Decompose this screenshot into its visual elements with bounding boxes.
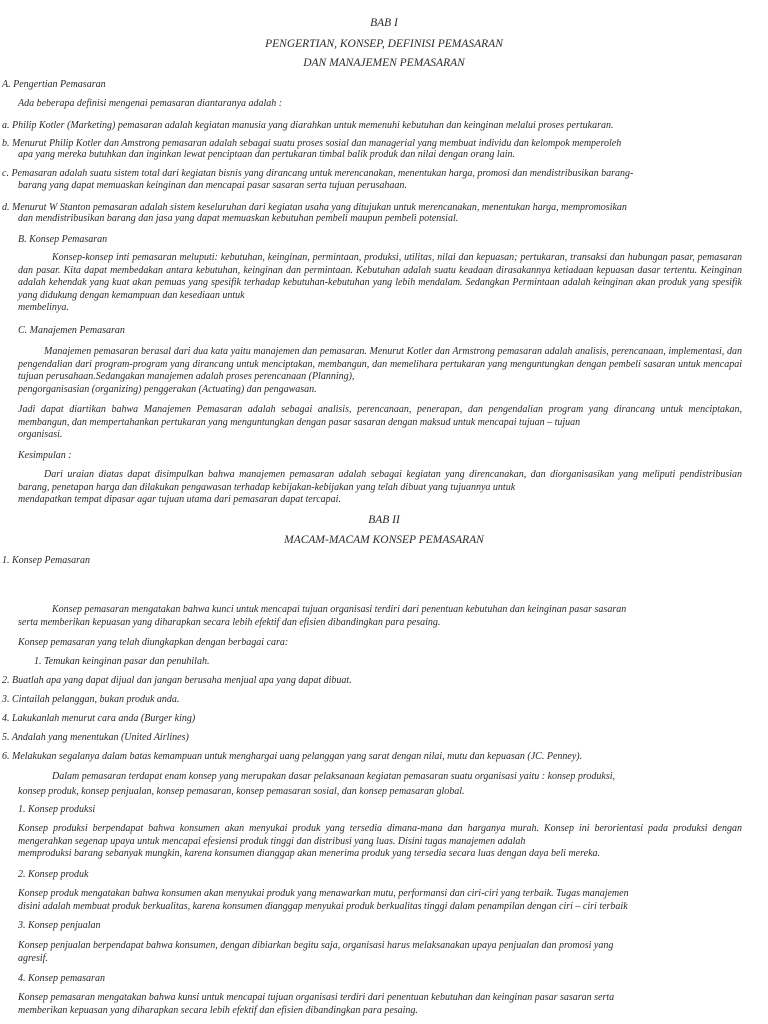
paragraph-end: memberikan kepuasan yang diharapkan secara lebih efektif dan efisien dibandingkan para pesaing. <box>18 1005 418 1016</box>
definition-a: a. Philip Kotler (Marketing) pemasaran adalah kegiatan manusia yang diarahkan untuk memenuhi kebutuhan dan keinginan melalui proses pertukaran. <box>2 120 614 131</box>
paragraph: Konsep produk mengatakan bahwa konsumen akan menyukai produk yang menawarkan mutu, performansi dan ciri-ciri yang terbaik. Tugas manajemen <box>18 888 629 899</box>
paragraph: Jadi dapat diartikan bahwa Manajemen Pemasaran adalah sebagai analisis, perencanaan, penerapan, dan pengendalian program yang dirancang untuk menciptakan, membangun, dan mempertahankan pertukaran yang menguntungkan dengan pasar sasaran dengan maksud untuk mencapai tujuan – tujuan <box>18 404 742 428</box>
paragraph: Dari uraian diatas dapat disimpulkan bahwa manajemen pemasaran adalah sebagai kegiatan yang direncanakan, dan diorganisasikan yang meliputi pendistribusian barang, penetapan harga dan dilakukan pengawasan terhadap kebijakan-kebijakan yang telah dibuat yang tujuannya untuk <box>18 469 742 493</box>
paragraph-end: disini adalah membuat produk berkualitas, karena konsumen dianggap menyukai produk berkualitas tinggi dalam penampilan dengan ciri – ciri terbaik <box>18 901 628 912</box>
subsection-heading: 2. Konsep produk <box>18 869 89 880</box>
conclusion-label: Kesimpulan : <box>18 450 72 461</box>
paragraph-end: mendapatkan tempat dipasar agar tujuan utama dari pemasaran dapat tercapai. <box>18 494 341 505</box>
chapter-heading: MACAM-MACAM KONSEP PEMASARAN <box>284 534 484 546</box>
paragraph: Dalam pemasaran terdapat enam konsep yang merupakan dasar pelaksanaan kegiatan pemasaran suatu organisasi yaitu : konsep produksi, <box>52 771 615 782</box>
definition-d: d. Menurut W Stanton pemasaran adalah sistem keseluruhan dari kegiatan usaha yang ditujukan untuk merencanakan, menentukan harga, mempromosikan <box>2 202 627 213</box>
paragraph: Konsep-konsep inti pemasaran meluputi: kebutuhan, keinginan, permintaan, produksi, utilitas, nilai dan kepuasan; pertukaran, transaksi dan hubungan pasar, pemasaran dan pasar. Kita dapat membedakan antara kebutuhan, keinginan dan permintaan. Kebutuhan adalah suatu keadaan dirasakannya ketiadaan kepuasan dasar tertentu. Keinginan adalah kehendak yang kuat akan pemuas yang spesifik terhadap kebutuhan-kebutuhan yang lebih mendalam. Sedangkan Permintaan adalah keinginan akan produk yang spesifik yang didukung dengan kemampuan dan kesediaan untuk <box>18 252 742 301</box>
paragraph: Konsep pemasaran mengatakan bahwa kunsi untuk mencapai tujuan organisasi terdiri dari penentuan kebutuhan dan keinginan pasar sasaran serta <box>18 992 615 1003</box>
paragraph-end: konsep produk, konsep penjualan, konsep pemasaran, konsep pemasaran sosial, dan konsep pemasaran global. <box>18 786 465 797</box>
list-item: 1. Temukan keinginan pasar dan penuhilah. <box>34 656 210 667</box>
section-heading: B. Konsep Pemasaran <box>18 234 108 245</box>
paragraph-end: membelinya. <box>18 302 69 313</box>
subsection-heading: 3. Konsep penjualan <box>18 920 101 931</box>
definition-b: b. Menurut Philip Kotler dan Amstrong pemasaran adalah sebagai suatu proses sosial dan managerial yang membuat individu dan kelompok memperoleh <box>2 138 622 149</box>
section-heading: A. Pengertian Pemasaran <box>2 79 106 90</box>
subsection-heading: 1. Konsep produksi <box>18 804 96 815</box>
list-item: 2. Buatlah apa yang dapat dijual dan jangan berusaha menjual apa yang dapat dibuat. <box>2 675 352 686</box>
paragraph-end: agresif. <box>18 953 48 964</box>
paragraph-end: serta memberikan kepuasan yang diharapkan secara lebih efektif dan efisien dibandingkan para pesaing. <box>18 617 441 628</box>
chapter-title: BAB II <box>368 514 400 526</box>
subsection-heading: 4. Konsep pemasaran <box>18 973 105 984</box>
list-item: 3. Cintailah pelanggan, bukan produk anda. <box>2 694 180 705</box>
paragraph-end: organisasi. <box>18 429 63 440</box>
paragraph: Konsep produksi berpendapat bahwa konsumen akan menyukai produk yang tersedia dimana-mana dan harganya murah. Konsep ini berorientasi pada produksi dengan mengerahkan segenap upaya untuk mencapai efesiensi produk tinggi dan distribusi yang luas. Disini tugas manajemen adalah <box>18 823 742 847</box>
list-item: 4. Lakukanlah menurut cara anda (Burger king) <box>2 713 196 724</box>
definition-c: c. Pemasaran adalah suatu sistem total dari kegiatan bisnis yang dirancang untuk merencanakan, menentukan harga, promosi dan mendistribusikan barang- <box>2 168 634 179</box>
list-item: 1. Konsep Pemasaran <box>2 555 91 566</box>
paragraph: Konsep pemasaran yang telah diungkapkan dengan berbagai cara: <box>18 637 289 648</box>
paragraph: Manajemen pemasaran berasal dari dua kata yaitu manajemen dan pemasaran. Menurut Kotler dan Armstrong pemasaran adalah analisis, perencanaan, implementasi, dan pengendalian dari program-program yang dirancang untuk menciptakan, membangun, dan memelihara pertukaran yang menguntungkan dengan pembeli sasaran untuk mencapai tujuan perusahaan.Sedangakan manajemen adalah proses perencanaan (Planning), <box>18 346 742 382</box>
definition-c-cont: barang yang dapat memuaskan keinginan dan mencapai pasar sasaran serta tujuan perusahaan. <box>18 180 407 191</box>
chapter-heading: PENGERTIAN, KONSEP, DEFINISI PEMASARAN <box>265 38 503 50</box>
list-item: 6. Melakukan segalanya dalam batas kemampuan untuk menghargai uang pelanggan yang sarat dengan nilai, mutu dan kepuasan (JC. Penney). <box>2 751 583 762</box>
definition-b-cont: apa yang mereka butuhkan dan inginkan lewat penciptaan dan pertukaran timbal balik produk dan nilai dengan orang lain. <box>18 149 515 160</box>
paragraph: Ada beberapa definisi mengenai pemasaran diantaranya adalah : <box>18 98 283 109</box>
chapter-title: BAB I <box>370 17 398 29</box>
definition-d-cont: dan mendistribusikan barang dan jasa yang dapat memuaskan kebutuhan pembeli maupun pembeli potensial. <box>18 213 459 224</box>
paragraph-end: pengorganisasian (organizing) penggerakan (Actuating) dan pengawasan. <box>18 384 317 395</box>
section-heading: C. Manajemen Pemasaran <box>18 325 125 336</box>
paragraph: Konsep pemasaran mengatakan bahwa kunci untuk mencapai tujuan organisasi terdiri dari penentuan kebutuhan dan keinginan pasar sasaran <box>52 604 627 615</box>
paragraph-end: memproduksi barang sebanyak mungkin, karena konsumen dianggap akan menerima produk yang tersedia secara luas dengan daya beli mereka. <box>18 848 601 859</box>
paragraph: Konsep penjualan berpendapat bahwa konsumen, dengan dibiarkan begitu saja, organisasi harus melaksanakan upaya penjualan dan promosi yang <box>18 940 614 951</box>
list-item: 5. Andalah yang menentukan (United Airlines) <box>2 732 189 743</box>
chapter-subheading: DAN MANAJEMEN PEMASARAN <box>303 57 465 69</box>
